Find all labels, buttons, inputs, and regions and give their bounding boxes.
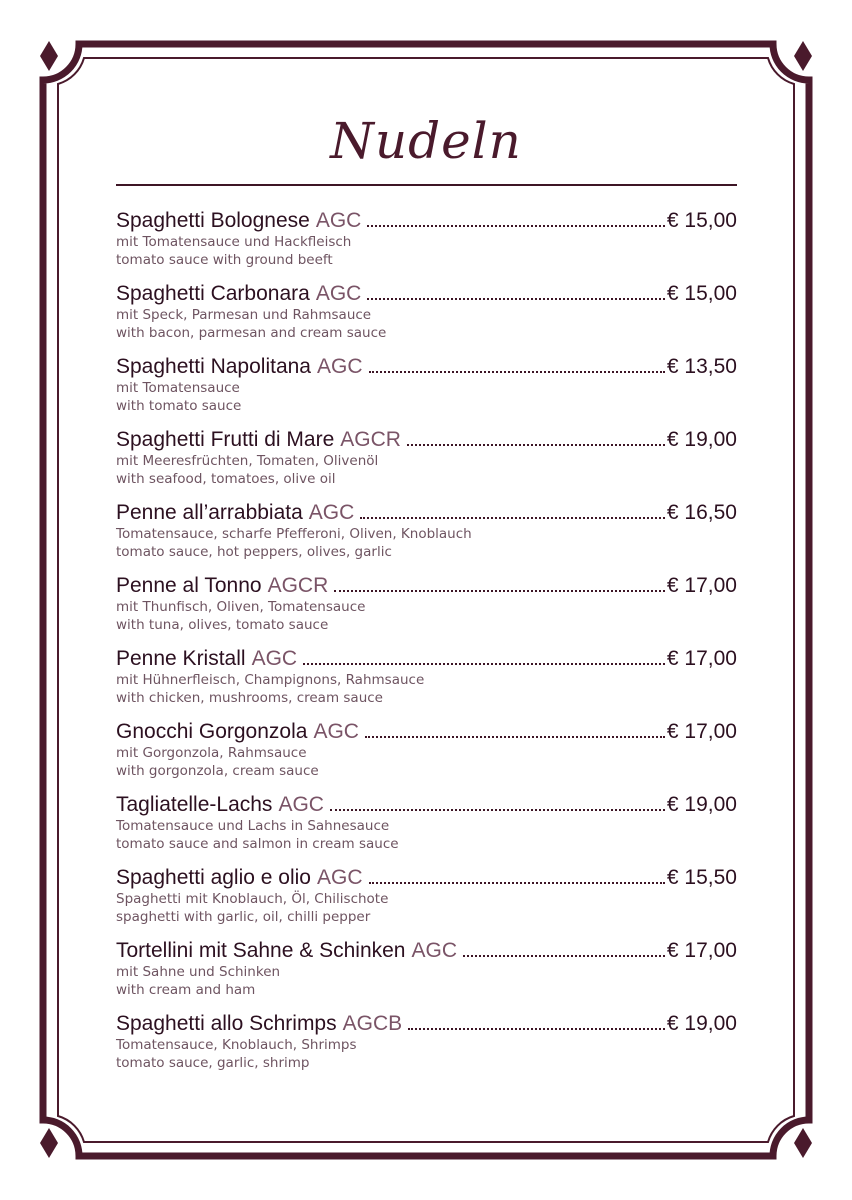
allergen-codes: AGCR [267,574,329,597]
dot-leader [407,444,665,446]
menu-item [116,719,737,792]
description-german: Spaghetti mit Knoblauch, Öl, Chilischote [116,891,389,907]
description-german: Tomatensauce, Knoblauch, Shrimps [116,1037,357,1053]
description-german: mit Sahne und Schinken [116,964,281,980]
dish-price: € 16,50 [666,501,737,524]
dish-price: € 19,00 [666,793,737,816]
allergen-codes: AGC [315,282,362,305]
description-german: mit Speck, Parmesan und Rahmsauce [116,307,372,323]
menu-item [116,573,737,646]
dot-leader [334,590,665,592]
dish-price: € 13,50 [666,355,737,378]
dot-leader [463,955,665,957]
description-german: mit Gorgonzola, Rahmsauce [116,745,307,761]
description-english: tomato sauce and salmon in cream sauce [116,835,399,852]
menu-item [116,354,737,427]
dish-name: Penne al Tonno [116,574,262,597]
dish-name: Tortellini mit Sahne & Schinken [116,939,406,962]
corner-diamond-icon [40,41,58,71]
allergen-codes: AGC [411,939,457,962]
dot-leader [303,663,665,665]
dish-name: Tagliatelle-Lachs [116,793,273,816]
menu-item-headline [116,208,737,234]
dish-price: € 19,00 [666,1012,737,1035]
corner-diamond-icon [794,41,812,71]
menu-item [116,938,737,1011]
dot-leader [330,809,665,811]
description-english: tomato sauce, garlic, shrimp [116,1054,310,1071]
dot-leader [369,882,665,884]
page-title: Nudeln [330,112,522,170]
menu-item-headline [116,865,737,891]
description-german: mit Tomatensauce [116,380,240,396]
allergen-codes: AGC [313,720,359,743]
allergen-codes: AGC [315,209,362,232]
description-english: tomato sauce with ground beeft [116,251,333,268]
dot-leader [369,371,665,373]
dish-name: Spaghetti Carbonara [116,282,310,305]
description-english: with bacon, parmesan and cream sauce [116,324,387,341]
allergen-codes: AGC [316,866,363,889]
description-english: with tuna, olives, tomato sauce [116,616,329,633]
dish-name: Spaghetti Bolognese [116,209,310,232]
description-english: tomato sauce, hot peppers, olives, garlic [116,543,392,560]
menu-item [116,865,737,938]
dish-name: Spaghetti Napolitana [116,355,311,378]
menu-item [116,427,737,500]
allergen-codes: AGC [278,793,324,816]
menu-item [116,281,737,354]
dish-price: € 17,00 [666,647,737,670]
description-german: mit Thunfisch, Oliven, Tomatensauce [116,599,366,615]
description-german: mit Tomatensauce und Hackfleisch [116,234,352,250]
menu-item-headline [116,1011,737,1037]
allergen-codes: AGCB [342,1012,403,1035]
description-english: with cream and ham [116,981,256,998]
description-english: with seafood, tomatoes, olive oil [116,470,336,487]
dish-price: € 15,50 [666,866,737,889]
dot-leader [367,298,665,300]
dish-price: € 17,00 [666,939,737,962]
dot-leader [408,1028,665,1030]
menu-item-headline [116,427,737,453]
menu-item-headline [116,573,737,599]
allergen-codes: AGCR [340,428,401,451]
description-english: spaghetti with garlic, oil, chilli pepper [116,908,371,925]
dish-price: € 15,00 [666,209,737,232]
menu-item [116,1011,737,1084]
dish-price: € 15,00 [666,282,737,305]
dish-name: Spaghetti Frutti di Mare [116,428,335,451]
description-english: with gorgonzola, cream sauce [116,762,319,779]
dish-name: Spaghetti allo Schrimps [116,1012,337,1035]
description-german: Tomatensauce, scharfe Pfefferoni, Oliven, Knoblauch [116,526,472,542]
menu-item-headline [116,719,737,745]
dot-leader [367,225,665,227]
description-german: mit Hühnerfleisch, Champignons, Rahmsauce [116,672,425,688]
menu-item [116,646,737,719]
corner-diamond-icon [794,1128,812,1158]
description-german: mit Meeresfrüchten, Tomaten, Olivenöl [116,453,379,469]
dish-name: Penne Kristall [116,647,246,670]
menu-item-headline [116,938,737,964]
menu-item [116,500,737,573]
corner-diamond-icon [40,1128,58,1158]
allergen-codes: AGC [251,647,298,670]
dish-name: Spaghetti aglio e olio [116,866,311,889]
description-english: with tomato sauce [116,397,242,414]
menu-item-headline [116,281,737,307]
menu-item [116,792,737,865]
dish-name: Gnocchi Gorgonzola [116,720,308,743]
description-english: with chicken, mushrooms, cream sauce [116,689,383,706]
dish-price: € 17,00 [666,720,737,743]
menu-item-headline [116,646,737,672]
dish-name: Penne all’arrabbiata [116,501,303,524]
dot-leader [365,736,665,738]
menu-item-headline [116,500,737,526]
dish-price: € 19,00 [666,428,737,451]
menu-item [116,208,737,281]
menu-item-headline [116,354,737,380]
menu-list [116,208,737,1084]
dish-price: € 17,00 [666,574,737,597]
description-german: Tomatensauce und Lachs in Sahnesauce [116,818,390,834]
allergen-codes: AGC [316,355,363,378]
menu-item-headline [116,792,737,818]
title-divider [116,184,737,186]
allergen-codes: AGC [308,501,355,524]
dot-leader [360,517,665,519]
